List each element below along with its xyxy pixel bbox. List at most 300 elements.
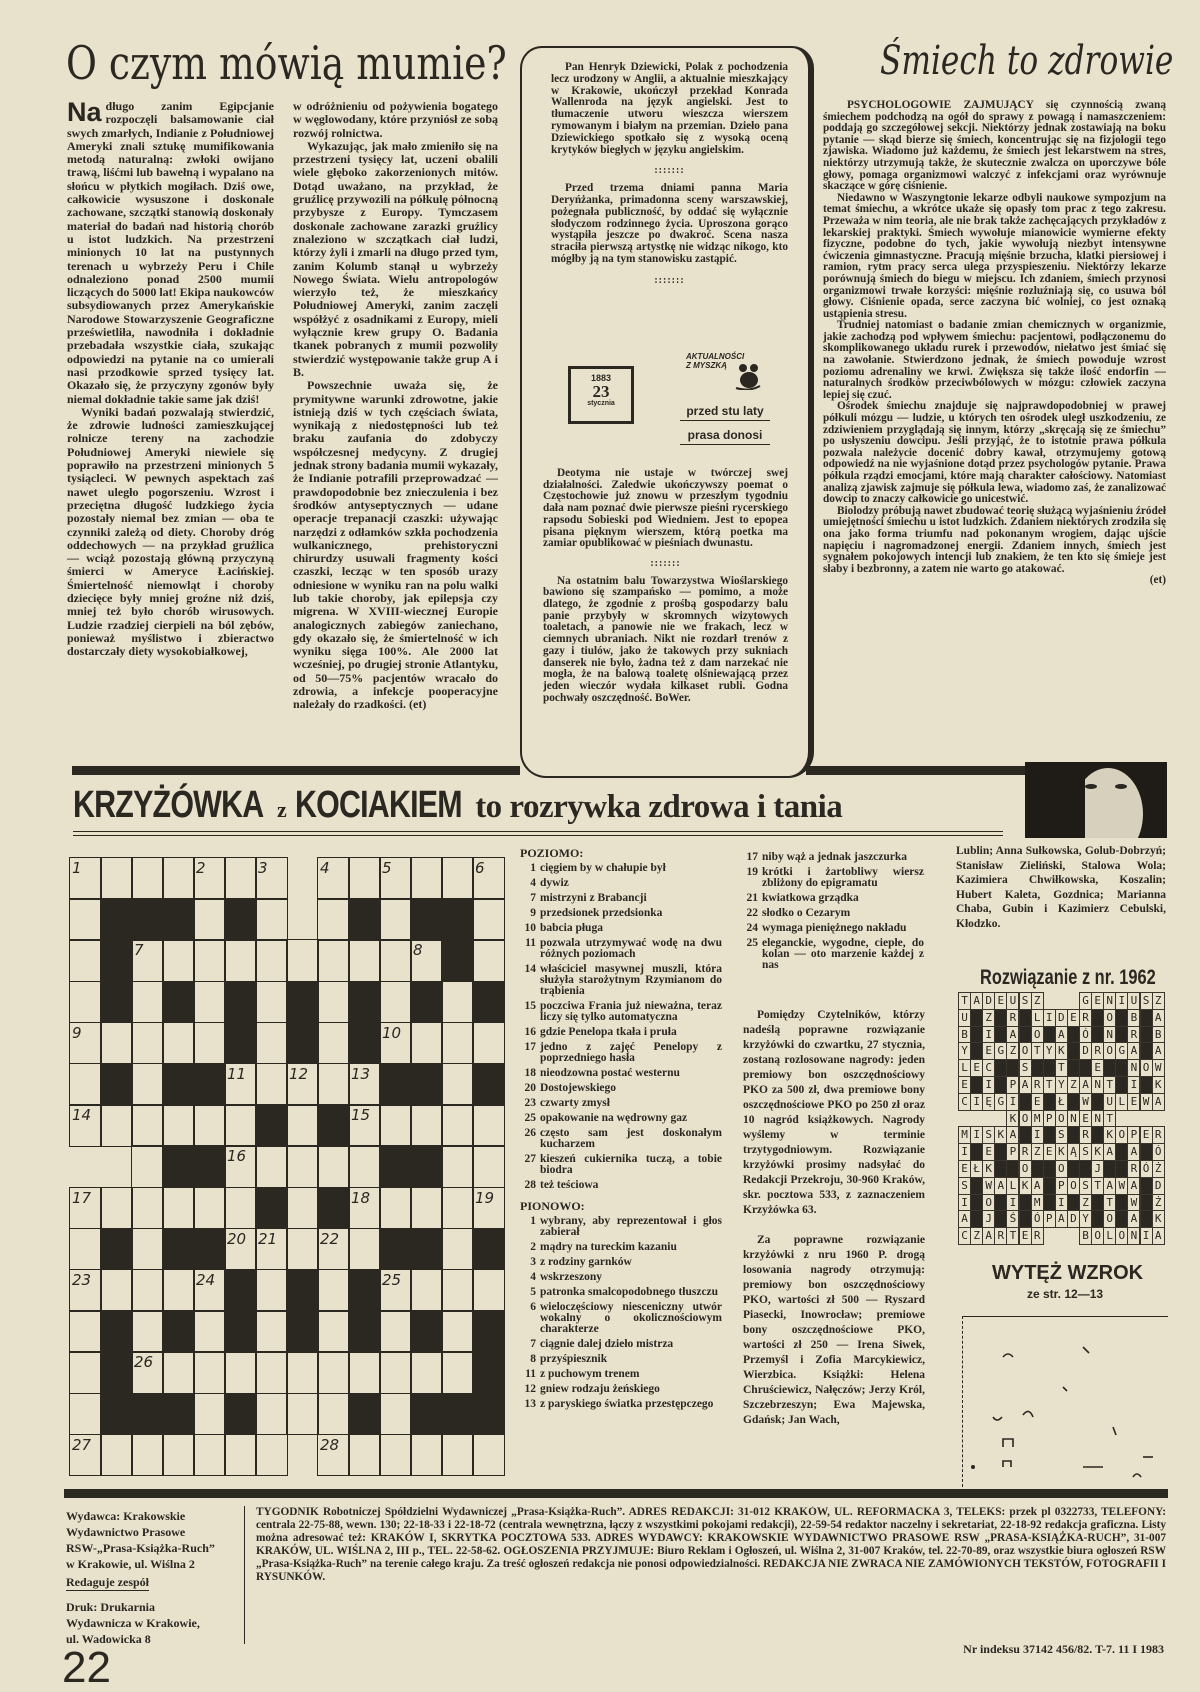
- crossword-cell[interactable]: [441, 1351, 474, 1394]
- crossword-cell[interactable]: [100, 1104, 133, 1147]
- crossword-cell[interactable]: [441, 981, 474, 1024]
- solution-letter: O: [982, 1194, 995, 1212]
- clue-number: 15: [524, 1000, 536, 1012]
- clue-number: 25: [524, 1112, 536, 1124]
- laughter-text: [823, 100, 1166, 750]
- clue-number: 24: [746, 922, 758, 934]
- crossword-block: [379, 1063, 412, 1106]
- news-item: Pan Henryk Dziewicki, Polak z pochodzenia lecz urodzony w Anglii, a aktualnie mieszkający w Krakowie, ukończył przekład Konrada Wallenroda na język angielski. Jest to tłumaczenie utworu wieszcza wierszem rymowanym i białym na przemian. Dzieło pana Dziewickiego spotkało się z wysoką oceną krytyków biegłych w języku angielskim.: [551, 62, 788, 156]
- crossword-block: [348, 1310, 381, 1353]
- crossword-cell[interactable]: [131, 857, 164, 900]
- solution-letter: Ż: [1152, 1194, 1165, 1212]
- crossword-cell[interactable]: [472, 1145, 505, 1188]
- clue-number: 11: [525, 1368, 536, 1380]
- crossword-cell[interactable]: [255, 1393, 288, 1436]
- solution-letter: S: [1019, 1059, 1032, 1077]
- crossword-cell[interactable]: [193, 1310, 226, 1353]
- crossword-cell[interactable]: [193, 1351, 226, 1394]
- solution-letter: I: [958, 1143, 971, 1161]
- solution-letter: U: [1103, 1093, 1116, 1111]
- crossword-cell[interactable]: [472, 1269, 505, 1312]
- crossword-cell[interactable]: [69, 1187, 102, 1230]
- clue-number: 14: [72, 1106, 92, 1125]
- solution-letter: O: [1019, 1110, 1032, 1128]
- clue-text: Dostojewskiego: [540, 1082, 617, 1094]
- solution-letter: I: [1043, 1009, 1056, 1027]
- solution-letter: I: [970, 1126, 983, 1144]
- crossword-cell[interactable]: [410, 1269, 443, 1312]
- clue-number: 21: [746, 892, 758, 904]
- crossword-cell[interactable]: [410, 1022, 443, 1065]
- crossword-block: [410, 1228, 443, 1271]
- crossword-cell[interactable]: [131, 1022, 164, 1065]
- crossword-cell[interactable]: [69, 1228, 102, 1271]
- solution-letter: E: [1079, 1110, 1092, 1128]
- crossword-cell[interactable]: [317, 857, 350, 900]
- solution-letter: A: [1152, 1042, 1165, 1060]
- laughter-title: Śmiech to zdrowie: [880, 38, 1174, 84]
- crossword-cell[interactable]: [100, 1434, 133, 1477]
- clue: [520, 1216, 722, 1238]
- clue: [520, 964, 722, 997]
- solution-letter: U: [1127, 992, 1140, 1010]
- solution-letter: O: [1031, 1026, 1044, 1044]
- crossword-cell[interactable]: [69, 1393, 102, 1436]
- calendar-day: 23: [592, 382, 610, 401]
- clue-number: 8: [413, 941, 423, 960]
- clue-number: 10: [524, 922, 536, 934]
- clue-text: gdzie Penelopa tkała i pruła: [540, 1026, 677, 1038]
- crossword-cell[interactable]: [131, 939, 164, 982]
- crossword-cell[interactable]: [379, 1310, 412, 1353]
- solution-letter: E: [1031, 1093, 1044, 1111]
- clue-number: 20: [227, 1229, 247, 1248]
- crossword-cell[interactable]: [379, 857, 412, 900]
- crossword-cell[interactable]: [472, 939, 505, 982]
- crossword-cell[interactable]: [255, 857, 288, 900]
- footer-divider: [244, 1506, 245, 1644]
- solution-letter: P: [1055, 1177, 1068, 1195]
- crossword-cell[interactable]: [162, 1269, 195, 1312]
- crossword-cell[interactable]: [379, 939, 412, 982]
- clue: [520, 938, 722, 960]
- solution-letter: E: [958, 1160, 971, 1178]
- crossword-cell[interactable]: [348, 1104, 381, 1147]
- solution-letter: E: [994, 992, 1007, 1010]
- crossword-cell[interactable]: [69, 1351, 102, 1394]
- clue-text: przyśpiesznik: [540, 1353, 608, 1365]
- down-label: PIONOWO:: [520, 1199, 585, 1213]
- solution-letter: U: [1006, 992, 1019, 1010]
- crossword-cell[interactable]: [224, 1187, 257, 1230]
- solution-letter: E: [1019, 1227, 1032, 1245]
- crossword-cell[interactable]: [379, 898, 412, 941]
- crossword-cell[interactable]: [472, 1434, 505, 1477]
- solution-letter: L: [958, 1059, 971, 1077]
- crossword-block: [162, 1310, 195, 1353]
- crossword-cell[interactable]: [379, 1269, 412, 1312]
- crossword-block: [410, 981, 443, 1024]
- crossword-cell[interactable]: [255, 1022, 288, 1065]
- solution-letter: B: [958, 1026, 971, 1044]
- crossword-cell[interactable]: [286, 1228, 319, 1271]
- crossword-cell[interactable]: [255, 1063, 288, 1106]
- clue-number: 23: [72, 1271, 92, 1289]
- crossword-cell[interactable]: [348, 1228, 381, 1271]
- crossword-cell[interactable]: [379, 1434, 412, 1477]
- crossword-cell[interactable]: [69, 898, 102, 941]
- section-divider: [72, 766, 520, 775]
- crossword-cell[interactable]: [348, 1351, 381, 1394]
- crossword-cell[interactable]: [317, 1022, 350, 1065]
- solution-letter: S: [1079, 1177, 1092, 1195]
- solution-letter: N: [1067, 1110, 1080, 1128]
- crossword-cell[interactable]: [410, 857, 443, 900]
- crossword-block: [472, 1393, 505, 1436]
- solution-letter: O: [1067, 1177, 1080, 1195]
- crossword-cell[interactable]: [348, 939, 381, 982]
- crossword-cell[interactable]: [224, 1351, 257, 1394]
- crossword-cell[interactable]: [472, 1022, 505, 1065]
- clue-number: 25: [746, 937, 758, 949]
- crossword-cell[interactable]: [255, 1269, 288, 1312]
- crossword-cell[interactable]: [348, 1434, 381, 1477]
- crossword-cell[interactable]: [100, 1187, 133, 1230]
- solution-letter: R: [1031, 1227, 1044, 1245]
- crossword-block: [472, 1063, 505, 1106]
- crossword-cell[interactable]: [162, 1434, 195, 1477]
- crossword-cell[interactable]: [69, 1063, 102, 1106]
- solution-letter: Y: [1043, 1042, 1056, 1060]
- crossword-cell[interactable]: [162, 857, 195, 900]
- solution-letter: S: [1055, 1126, 1068, 1144]
- clue-text: często sam jest doskonałym kucharzem: [540, 1127, 722, 1150]
- crossword-cell[interactable]: [317, 1434, 350, 1477]
- clue-number: 2: [196, 859, 206, 877]
- crossword-cell[interactable]: [348, 1145, 381, 1188]
- clue-text: ciągnie dalej dzieło mistrza: [540, 1338, 674, 1350]
- crossword-cell[interactable]: [131, 1351, 164, 1394]
- clue-number: 7: [134, 941, 144, 960]
- solution-letter: K: [1055, 1042, 1068, 1060]
- solution-letter: A: [1152, 1227, 1165, 1245]
- crossword-cell[interactable]: [348, 857, 381, 900]
- crossword-cell[interactable]: [348, 1063, 381, 1106]
- solution-letter: K: [1006, 1110, 1019, 1128]
- solution-letter: Z: [1031, 992, 1044, 1010]
- solution-title: Rozwiązanie z nr. 1962: [980, 966, 1156, 989]
- solution-letter: A: [994, 1177, 1007, 1195]
- solution-letter: O: [1115, 1126, 1128, 1144]
- solution-letter: O: [1103, 1009, 1116, 1027]
- clue: [520, 923, 722, 934]
- crossword-cell[interactable]: [441, 1228, 474, 1271]
- clue-text: z rodziny garnków: [540, 1256, 632, 1268]
- crossword-cell[interactable]: [379, 1187, 412, 1230]
- crossword-cell[interactable]: [441, 1104, 474, 1147]
- clue: [520, 1384, 722, 1395]
- news-item: Na ostatnim balu Towarzystwa Wioślarskiego bawiono się szampańsko — pomimo, a może dlatego, że zgodnie z prośbą gospodarzy balu panie przybyły w skromnych wizytowych toaletach, a panowie nie we frakach, lecz w ciemnych ubraniach. Nikt nie rozdarł trenów z gazy i tiulów, jako że takowych przy sukniach danserek nie było, żadna też z dam narzekać nie mogła, że na balową toaletę olśniewającą przez jeden wieczór wydała kilkaset rubli. Godna pochwały oszczędność. BoWer.: [543, 574, 788, 704]
- crossword-cell[interactable]: [131, 1310, 164, 1353]
- clue-text: niby wąż a jednak jaszczurka: [762, 851, 908, 863]
- crossword-cell[interactable]: [441, 1145, 474, 1188]
- crossword-cell[interactable]: [255, 1145, 288, 1188]
- solution-letter: A: [1152, 1009, 1165, 1027]
- crossword-cell[interactable]: [255, 1228, 288, 1271]
- crossword-cell[interactable]: [255, 981, 288, 1024]
- crossword-cell[interactable]: [100, 1022, 133, 1065]
- solution-letter: A: [1127, 1042, 1140, 1060]
- crossword-cell[interactable]: [317, 981, 350, 1024]
- crossword-cell[interactable]: [131, 1187, 164, 1230]
- crossword-cell[interactable]: [441, 1269, 474, 1312]
- crossword-cell[interactable]: [255, 1310, 288, 1353]
- crossword-cell[interactable]: [379, 1393, 412, 1436]
- crossword-cell[interactable]: [441, 1022, 474, 1065]
- solution-letter: R: [1127, 1026, 1140, 1044]
- solution-letter: Y: [958, 1042, 971, 1060]
- crossword-cell[interactable]: [379, 1104, 412, 1147]
- solution-letter: E: [958, 1076, 971, 1094]
- crossword-cell[interactable]: [69, 1434, 102, 1477]
- crossword-block: [379, 1228, 412, 1271]
- crossword-cell[interactable]: [317, 939, 350, 982]
- crossword-grid: [69, 857, 503, 1475]
- clue-number: 16: [227, 1147, 247, 1166]
- dropcap: Na: [67, 100, 102, 127]
- crossword-cell[interactable]: [379, 1022, 412, 1065]
- crossword-block: [100, 1393, 133, 1436]
- solution-letter: P: [1006, 1076, 1019, 1094]
- crossword-block: [100, 1310, 133, 1353]
- clue-number: 27: [72, 1435, 92, 1454]
- clue-number: 26: [134, 1353, 154, 1372]
- crossword-cell[interactable]: [441, 1310, 474, 1353]
- crossword-cell[interactable]: [410, 1434, 443, 1477]
- solution-letter: J: [1091, 1160, 1104, 1178]
- solution-letter: Z: [1006, 1042, 1019, 1060]
- clue-number: 19: [475, 1188, 495, 1207]
- crossword-cell[interactable]: [286, 1187, 319, 1230]
- solution-letter: Ó: [1079, 1026, 1092, 1044]
- crossword-cell[interactable]: [131, 1269, 164, 1312]
- clue-number: 11: [525, 937, 536, 949]
- clue-number: 3: [258, 859, 268, 877]
- solution-letter: T: [1091, 1177, 1104, 1195]
- crossword-cell[interactable]: [441, 1187, 474, 1230]
- crossword-cell[interactable]: [193, 1022, 226, 1065]
- crossword-block: [162, 898, 195, 941]
- clue: [520, 1042, 722, 1064]
- crossword-cell[interactable]: [317, 1228, 350, 1271]
- solution-letter: A: [1103, 1143, 1116, 1161]
- crossword-cell[interactable]: [348, 1187, 381, 1230]
- solution-letter: C: [982, 1059, 995, 1077]
- crossword-cell[interactable]: [441, 857, 474, 900]
- crossword-cell[interactable]: [131, 1104, 164, 1147]
- crossword-cell[interactable]: [286, 939, 319, 982]
- crossword-cell[interactable]: [162, 1187, 195, 1230]
- solution-letter: Ą: [1067, 1143, 1080, 1161]
- crossword-cell[interactable]: [286, 1393, 319, 1436]
- solution-letter: E: [1091, 1059, 1104, 1077]
- crossword-cell[interactable]: [472, 1187, 505, 1230]
- clue-number: 26: [524, 1127, 536, 1139]
- crossword-cell[interactable]: [379, 981, 412, 1024]
- clue-number: 5: [382, 859, 392, 877]
- solution-letter: A: [1055, 1026, 1068, 1044]
- crossword-cell[interactable]: [224, 1434, 257, 1477]
- heading-underline: [73, 831, 1003, 836]
- crossword-cell[interactable]: [317, 1063, 350, 1106]
- crossword-cell[interactable]: [286, 1145, 319, 1188]
- crossword-block: [255, 1187, 288, 1230]
- crossword-cell[interactable]: [193, 857, 226, 900]
- crossword-block: [410, 1063, 443, 1106]
- clue: [742, 938, 924, 971]
- crossword-cell[interactable]: [193, 898, 226, 941]
- solution-letter: B: [1152, 1026, 1165, 1044]
- solution-letter: D: [1079, 1042, 1092, 1060]
- crossword-cell[interactable]: [472, 1104, 505, 1147]
- crossword-cell[interactable]: [410, 939, 443, 982]
- crossword-cell[interactable]: [69, 1022, 102, 1065]
- solution-letter: K: [982, 1160, 995, 1178]
- solution-letter: A: [1055, 1210, 1068, 1228]
- crossword-cell[interactable]: [193, 981, 226, 1024]
- solution-letter: Z: [1031, 1143, 1044, 1161]
- crossword-cell[interactable]: [286, 1104, 319, 1147]
- solution-letter: T: [1103, 1076, 1116, 1094]
- crossword-cell[interactable]: [69, 981, 102, 1024]
- crossword-block: [379, 1145, 412, 1188]
- solution-letter: O: [1019, 1042, 1032, 1060]
- crossword-cell[interactable]: [410, 1351, 443, 1394]
- publisher-info: Wydawca: Krakowskie Wydawnictwo Prasowe RSW-„Prasa-Książka-Ruch” w Krakowie, ul. Wiślna 2 Redaguje zespół Druk: Drukarnia Wydawnicza w Krakowie, ul. Wadowicka 8: [66, 1509, 215, 1646]
- clue-text: mądry na tureckim kazaniu: [540, 1241, 677, 1253]
- calendar-year: 1883: [590, 373, 612, 383]
- crossword-cell[interactable]: [441, 1063, 474, 1106]
- solution-letter: D: [1055, 1009, 1068, 1027]
- crossword-cell[interactable]: [317, 1351, 350, 1394]
- solution-letter: Z: [1079, 1194, 1092, 1212]
- paragraph: Wyniki badań pozwalają stwierdzić, że zdrowie ludności zamieszkującej rolnicze tereny na zachodzie Południowej Ameryki niewiele się poprawiło na przestrzeni minionych 5 tysiącleci. W pewnych aspektach zaś nawet uległo pogorszeniu. Wzrost i przeciętna długość ludzkiego życia pozostały niemal bez zmian — oba te czynniki zależą od diety. Choroby dróg oddechowych — na przykład gruźlica — wciąż pozostają główną przyczyną śmierci w Ameryce Łacińskiej. Śmiertelność niemowląt i choroby dziecięce były mniej groźne niż dziś, mniej też było chorób wirusowych. Ludzie rzadziej cierpieli na ból zębów, ponieważ myślistwo i zbieractwo dostarczały diety wysokobiałkowej,: [67, 404, 274, 659]
- crossword-cell[interactable]: [441, 1434, 474, 1477]
- clue-number: 1: [72, 859, 82, 877]
- across-label: POZIOMO:: [520, 846, 584, 860]
- clue-number: 21: [258, 1229, 278, 1248]
- solution-letter: E: [1043, 1143, 1056, 1161]
- paragraph: Wykazując, jak mało zmieniło się na przestrzeni tysięcy lat, uczeni obalili wiele głęboko zakorzenionych mitów. Dotąd uważano, na przykład, że gruźlicę przywozili na półkulę północną przybysze z Europy. Tymczasem doskonale zachowane zarazki gruźlicy znaleziono w szczątkach ciał ludzi, którzy żyli i zmarli na długo przed tym, zanim Kolumb stanął u wybrzeży Nowego Świata. Wielu antropologów wierzyło też, że mieszkańcy Południowej Ameryki, zanim zaczęli współżyć z osadnikami z Europy, mieli wyłącznie krew grupy O. Badania tkanek pobranych z mumii pozwoliły stwierdzić występowanie także grup A i B.: [293, 138, 498, 379]
- crossword-cell[interactable]: [317, 1393, 350, 1436]
- clue-number: 10: [382, 1023, 402, 1042]
- clue-number: 13: [351, 1065, 371, 1083]
- crossword-cell[interactable]: [162, 939, 195, 982]
- solution-letter: W: [1127, 1194, 1140, 1212]
- crossword-cell[interactable]: [193, 939, 226, 982]
- solution-letter: O: [1140, 1059, 1153, 1077]
- clue-number: 17: [524, 1041, 536, 1053]
- crossword-cell[interactable]: [224, 1063, 257, 1106]
- crossword-block: [100, 1228, 133, 1271]
- solution-letter: Z: [1152, 992, 1165, 1010]
- crossword-cell[interactable]: [193, 1434, 226, 1477]
- solution-letter: Ó: [1140, 1160, 1153, 1178]
- crossword-cell[interactable]: [472, 898, 505, 941]
- crossword-heading: KRZYŻÓWKA z KOCIAKIEM to rozrywka zdrowa i tania: [73, 784, 843, 826]
- clue-text: dywiz: [540, 877, 569, 889]
- crossword-cell[interactable]: [100, 857, 133, 900]
- crossword-cell[interactable]: [69, 939, 102, 982]
- crossword-cell[interactable]: [193, 1393, 226, 1436]
- separator: :::::::: [654, 274, 685, 286]
- crossword-cell[interactable]: [131, 1145, 164, 1188]
- crossword-block: [100, 1351, 133, 1394]
- crossword-cell[interactable]: [255, 898, 288, 941]
- clue: [520, 878, 722, 889]
- crossword-cell[interactable]: [224, 1228, 257, 1271]
- crossword-cell[interactable]: [286, 1063, 319, 1106]
- crossword-cell[interactable]: [255, 1434, 288, 1477]
- mouse-icon: [734, 360, 764, 390]
- solution-letter: A: [1031, 1177, 1044, 1195]
- clue-number: 28: [320, 1435, 340, 1454]
- crossword-cell[interactable]: [162, 1351, 195, 1394]
- clue-number: 1: [530, 862, 536, 874]
- solution-letter: N: [1103, 992, 1116, 1010]
- clue-text: poczciwa Frania już nieważna, teraz liczy się tylko automatyczna: [540, 1000, 722, 1023]
- crossword-cell[interactable]: [317, 1269, 350, 1312]
- crossword-cell[interactable]: [255, 1351, 288, 1394]
- crossword-cell[interactable]: [131, 1434, 164, 1477]
- crossword-cell[interactable]: [472, 857, 505, 900]
- crossword-cell[interactable]: [69, 1310, 102, 1353]
- clue-text: jedno z zajęć Penelopy z poprzedniego hasła: [540, 1041, 722, 1064]
- clue-number: 4: [530, 1271, 536, 1283]
- solution-letter: O: [1103, 1042, 1116, 1060]
- crossword-cell[interactable]: [224, 1145, 257, 1188]
- crossword-cell[interactable]: [379, 1351, 412, 1394]
- clue-number: 17: [746, 851, 758, 863]
- crossword-cell[interactable]: [69, 1269, 102, 1312]
- crossword-cell[interactable]: [193, 1187, 226, 1230]
- crossword-cell[interactable]: [69, 1104, 102, 1147]
- crossword-cell[interactable]: [162, 1104, 195, 1147]
- crossword-cell[interactable]: [317, 1310, 350, 1353]
- crossword-cell[interactable]: [255, 939, 288, 982]
- crossword-cell[interactable]: [224, 857, 257, 900]
- crossword-cell[interactable]: [224, 939, 257, 982]
- crossword-cell[interactable]: [410, 1104, 443, 1147]
- crossword-cell[interactable]: [193, 1269, 226, 1312]
- crossword-cell[interactable]: [131, 1228, 164, 1271]
- crossword-block: [348, 981, 381, 1024]
- crossword-cell[interactable]: [224, 1104, 257, 1147]
- crossword-cell[interactable]: [131, 1063, 164, 1106]
- crossword-cell[interactable]: [317, 898, 350, 941]
- crossword-cell[interactable]: [410, 1187, 443, 1230]
- crossword-cell[interactable]: [100, 1269, 133, 1312]
- crossword-cell[interactable]: [131, 981, 164, 1024]
- crossword-block: [410, 1393, 443, 1436]
- crossword-block: [131, 1393, 164, 1436]
- solution-letter: R: [1031, 1076, 1044, 1094]
- crossword-cell[interactable]: [286, 1351, 319, 1394]
- crossword-cell[interactable]: [193, 1104, 226, 1147]
- crossword-cell[interactable]: [162, 1022, 195, 1065]
- crossword-cell[interactable]: [69, 857, 102, 900]
- crossword-cell[interactable]: [317, 1145, 350, 1188]
